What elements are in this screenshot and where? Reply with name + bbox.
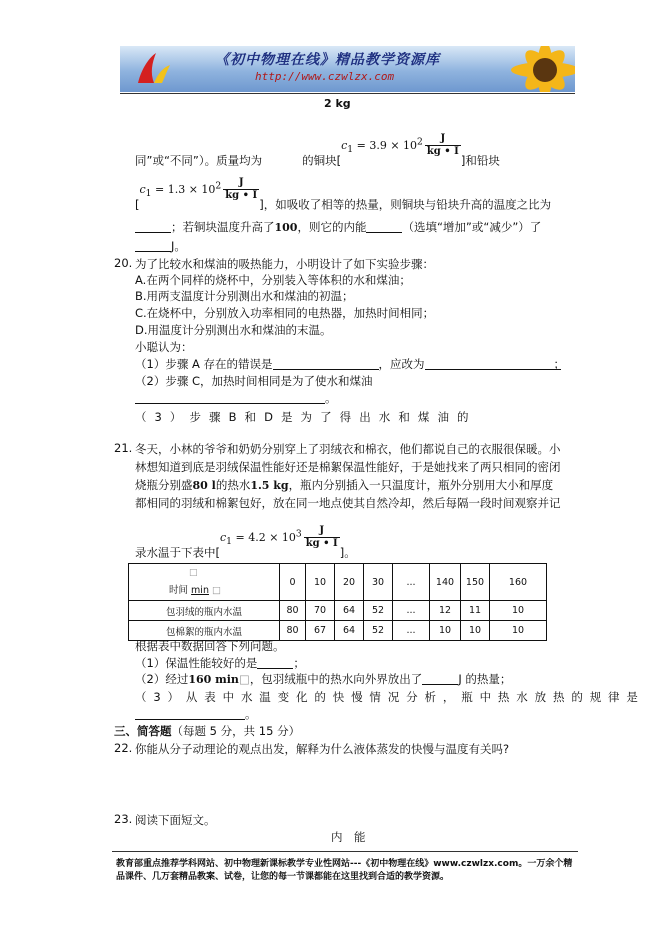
q21-line3: 烧瓶分别盛80 l的热水1.5 kg，瓶内分别插入一只温度计，瓶外分别用大小和厚度 xyxy=(135,478,554,492)
q19-line4: J。 xyxy=(135,238,186,254)
q21-part3: （ 3 ） 从 表 中 水 温 变 化 的 快 慢 情 况 分 析 ， 瓶 中 热 水 放 热 的 规 律 是 xyxy=(135,690,640,704)
q19-line1: 同”或“不同”）。质量均为 的铜块[$c_1 = 3.9 \times 10^2$ $\frac{J}{kg • I}$ ]和铅块 xyxy=(135,133,500,168)
q20-stem: 为了比较水和煤油的吸热能力，小明设计了如下实验步骤： xyxy=(135,257,434,271)
time-150: 150 xyxy=(461,564,490,601)
sunflower-icon xyxy=(495,46,575,92)
table-cell: 64 xyxy=(335,621,364,641)
q19-line3: ；若铜块温度升高了100，则它的内能 （选填“增加”或“减少”）了 xyxy=(135,219,541,235)
table-cell: 80 xyxy=(280,621,306,641)
q22-number: 22. xyxy=(114,741,133,755)
table-row xyxy=(129,601,547,621)
q20-step-b: B.用两支温度计分别测出水和煤油的初温； xyxy=(135,289,354,303)
q21-line2: 林想知道到底是羽绒保温性能好还是棉絮保温性能好，于是她找来了两只相同的密闭 xyxy=(135,460,561,474)
q22-text: 你能从分子动理论的观点出发，解释为什么液体蒸发的快慢与温度有关吗? xyxy=(135,742,510,756)
table-cell: ... xyxy=(393,621,430,641)
row-label: 包棉絮的瓶内水温 xyxy=(129,621,280,641)
row-label: 包羽绒的瓶内水温 xyxy=(129,601,280,621)
footer-rule xyxy=(112,851,578,852)
header-banner xyxy=(120,46,575,92)
q20-step-a: A.在两个同样的烧杯中，分别装入等体积的水和煤油； xyxy=(135,273,411,287)
q23-number: 23. xyxy=(114,812,133,826)
time-10: 10 xyxy=(306,564,335,601)
table-header-row xyxy=(129,564,547,601)
table-cell: 80 xyxy=(280,601,306,621)
time-30: 30 xyxy=(364,564,393,601)
time-20: 20 xyxy=(335,564,364,601)
q23-text: 阅读下面短文。 xyxy=(135,813,216,827)
q21-part2: （2）经过160 min□，包羽绒瓶中的热水向外界放出了 J 的热量； xyxy=(135,672,512,686)
time-160: 160 xyxy=(490,564,547,601)
table-cell: 10 xyxy=(490,601,547,621)
time-ellipsis: ... xyxy=(393,564,430,601)
q20-opinion: 小聪认为： xyxy=(135,340,193,354)
table-cell: 52 xyxy=(364,601,393,621)
q21-line5: 录水温于下表中[$c_1 = 4.2 \times 10^3$ $\frac{J}{kg • I}$ ]。 xyxy=(135,525,356,560)
table-cell: 64 xyxy=(335,601,364,621)
time-0: 0 xyxy=(280,564,306,601)
q20-part2: （2）步骤 C，加热时间相同是为了使水和煤油 xyxy=(135,374,373,388)
q19-line2: [$c_1 = 1.3 \times 10^2$ $\frac{J}{kg • I}$ ]，如吸收了相等的热量，则铜块与铅块升高的温度之比为 xyxy=(135,177,552,212)
table-cell: 10 xyxy=(461,621,490,641)
banner-url: http://www.czwlzx.com xyxy=(255,70,395,83)
water-temperature-table xyxy=(128,563,547,641)
time-header-cell: □ 时间 min □ xyxy=(129,564,280,601)
q20-step-d: D.用温度计分别测出水和煤油的末温。 xyxy=(135,323,332,337)
time-140: 140 xyxy=(430,564,461,601)
q20-number: 20. xyxy=(114,256,133,270)
q21-after-table: 根据表中数据回答下列问题。 xyxy=(135,639,285,653)
table-cell: 10 xyxy=(490,621,547,641)
q20-part2-blank: 。 xyxy=(135,390,337,406)
q23-article-title: 内 能 xyxy=(331,830,366,844)
q21-number: 21. xyxy=(114,441,133,455)
table-cell: ... xyxy=(393,601,430,621)
footer-text: 教育部重点推荐学科网站、初中物理新课标教学专业性网站---《初中物理在线》www.czwlzx.com。一万余个精品课件、几万套精品教案、试卷，让您的每一节课都能在这里找到合适的教学资源。 xyxy=(116,859,573,882)
table-cell: 10 xyxy=(430,621,461,641)
q20-step-c: C.在烧杯中，分别放入功率相同的电热器，加热时间相同； xyxy=(135,306,435,320)
mass-label: 2 kg xyxy=(324,97,351,110)
q20-part1: （1）步骤 A 存在的错误是 ，应改为 ； xyxy=(135,357,565,371)
site-logo-icon xyxy=(132,49,172,89)
q21-part1: （1）保温性能较好的是 ； xyxy=(135,656,305,670)
table-cell: 11 xyxy=(461,601,490,621)
section-3-heading: 三、简答题（每题 5 分，共 15 分） xyxy=(114,724,301,738)
table-cell: 52 xyxy=(364,621,393,641)
q21-line1: 冬天，小林的爷爷和奶奶分别穿上了羽绒衣和棉衣，他们都说自己的衣服很保暖。小 xyxy=(135,442,561,456)
table-cell: 70 xyxy=(306,601,335,621)
header-rule xyxy=(120,93,575,94)
table-cell: 67 xyxy=(306,621,335,641)
q21-line4: 都相同的羽绒和棉絮包好，放在同一地点使其自然冷却，然后每隔一段时间观察并记 xyxy=(135,496,561,510)
q20-part3: （ 3 ） 步 骤 B 和 D 是 为 了 得 出 水 和 煤 油 的 xyxy=(135,410,471,424)
banner-title: 《初中物理在线》精品教学资源库 xyxy=(215,52,440,68)
q21-part3-blank: 。 xyxy=(135,706,257,722)
table-cell: 12 xyxy=(430,601,461,621)
